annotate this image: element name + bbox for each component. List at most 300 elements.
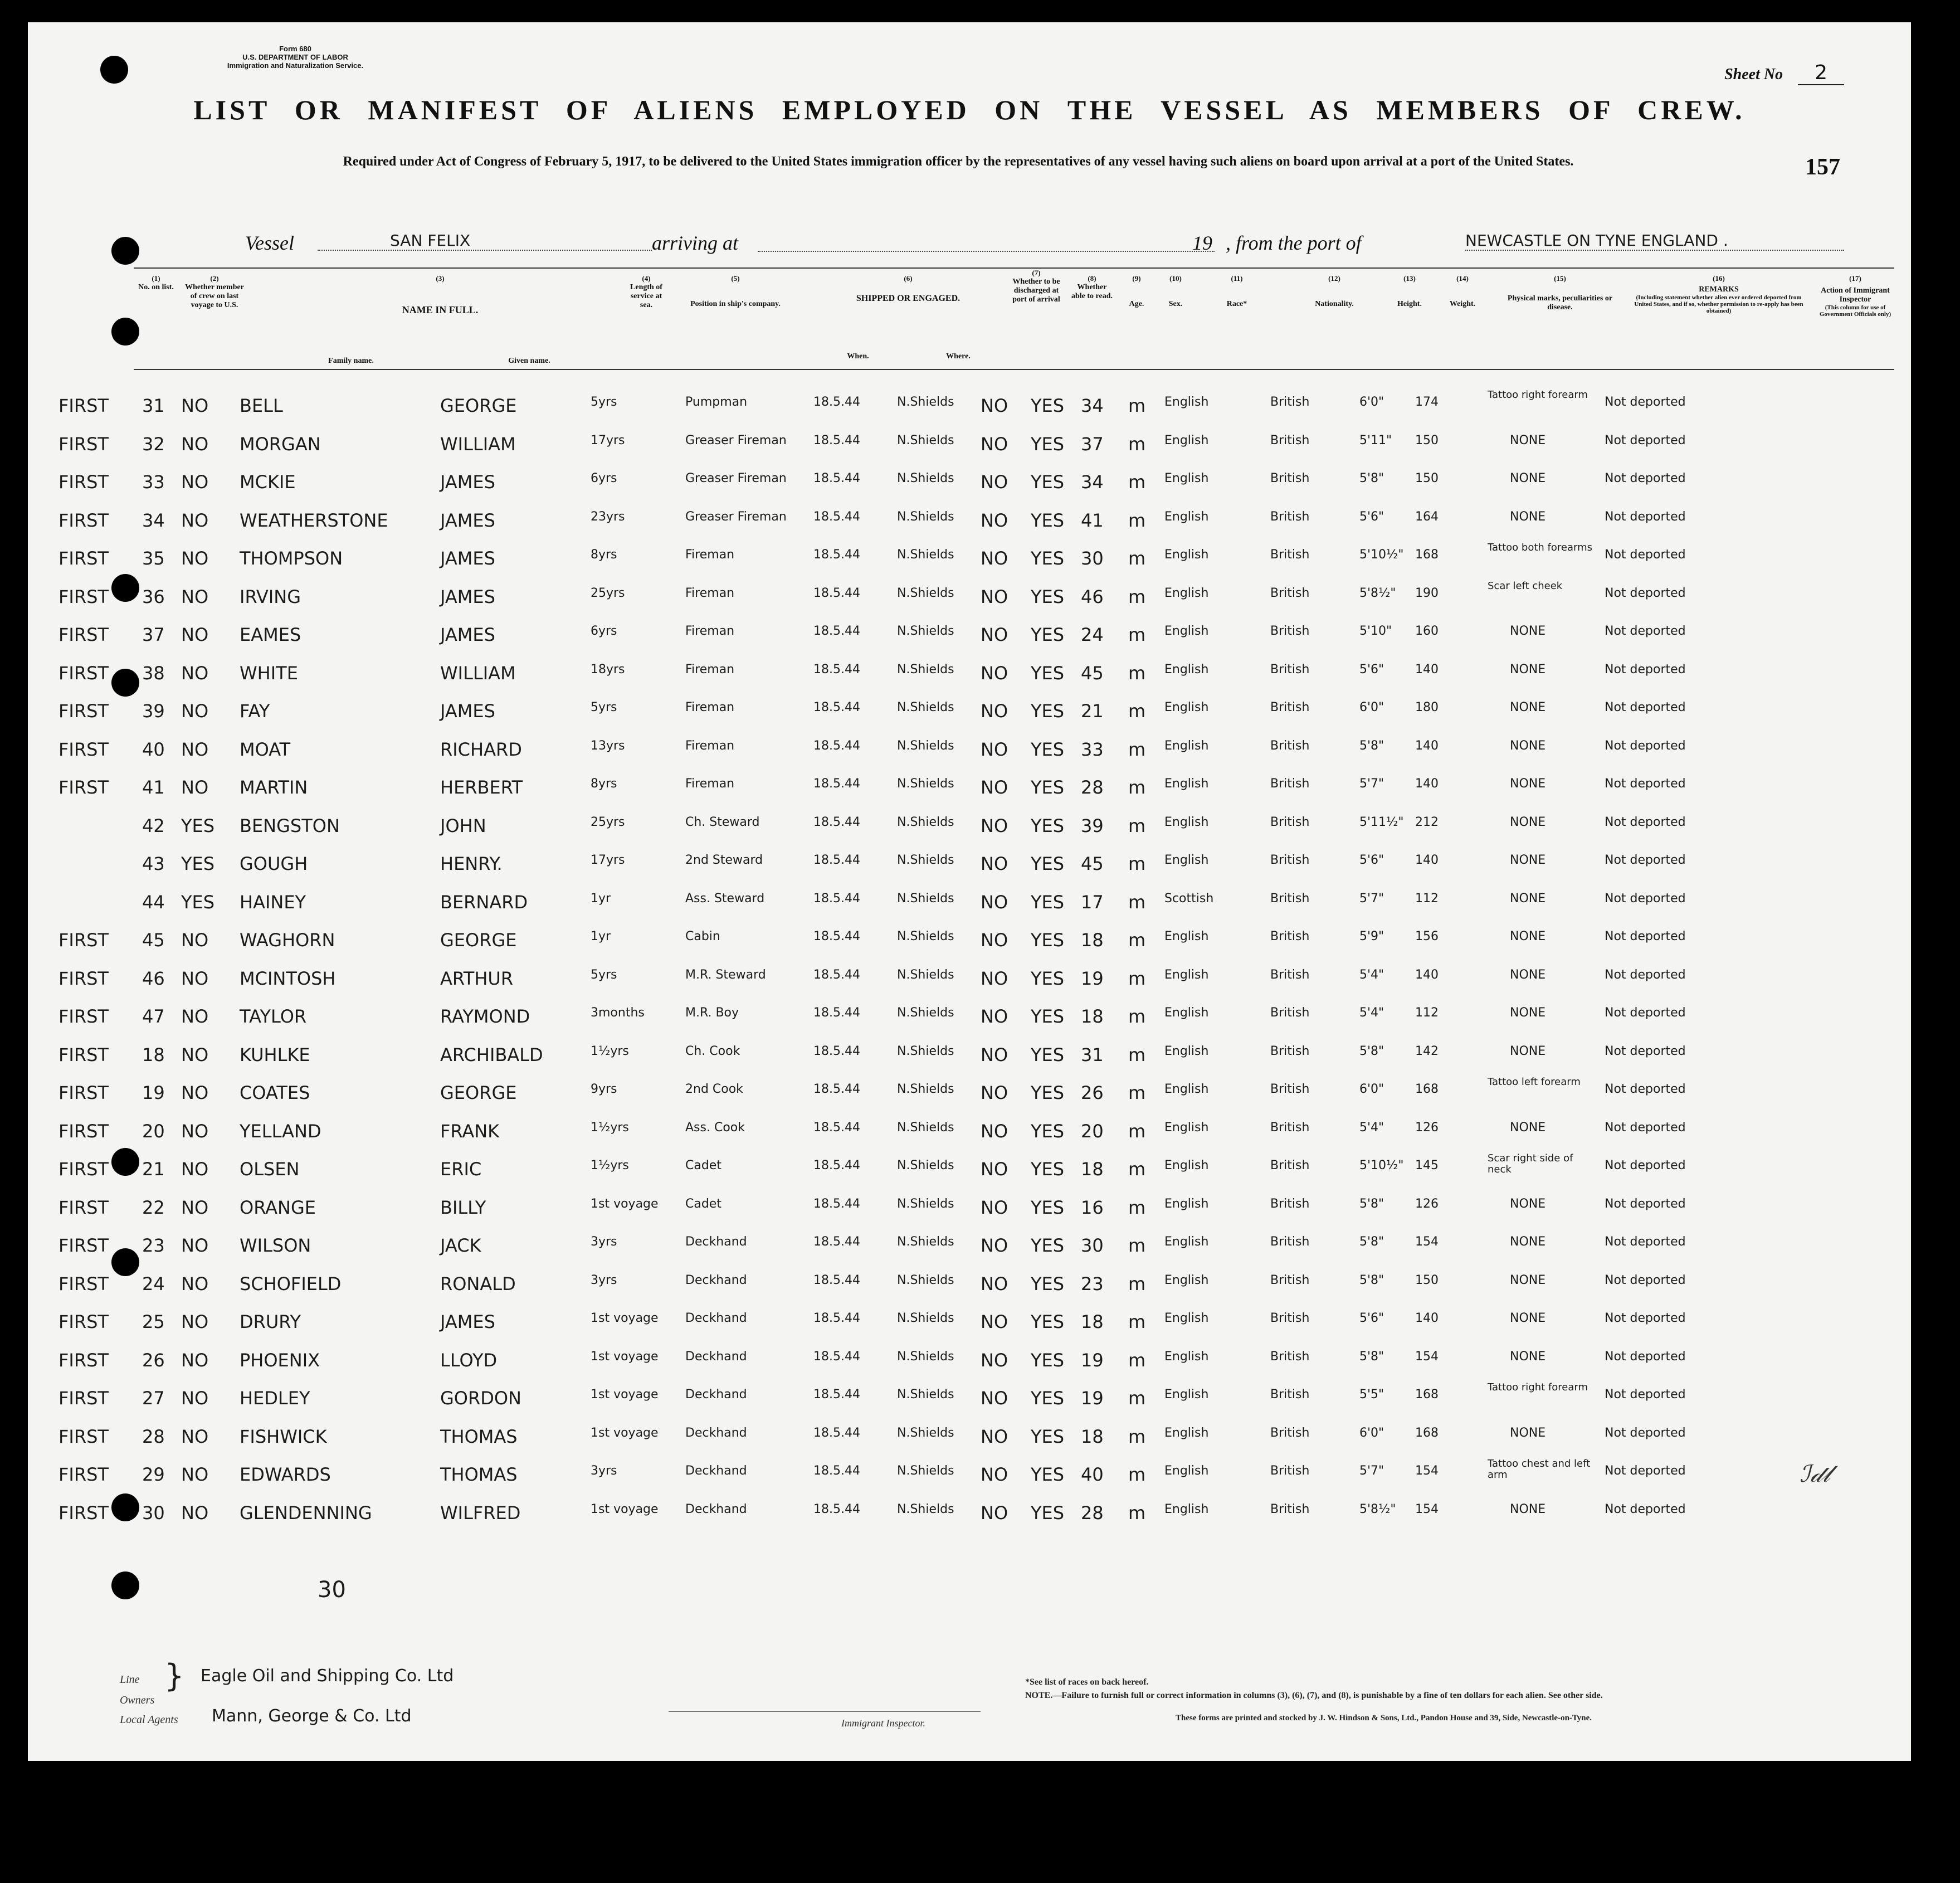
row-last-voyage: NO: [181, 1082, 209, 1103]
owners-label: Owners: [120, 1694, 155, 1706]
arriving-port-field: [758, 251, 1215, 252]
row-given-name: GEORGE: [440, 1082, 517, 1103]
row-race: English: [1164, 1349, 1209, 1364]
row-first-mark: FIRST: [58, 930, 109, 951]
row-shipped-when: 18.5.44: [813, 1120, 860, 1135]
row-height: 5'4": [1359, 1006, 1384, 1020]
row-able-read: YES: [1031, 815, 1065, 836]
row-remarks: Not deported: [1605, 1425, 1686, 1440]
row-nationality: British: [1270, 395, 1310, 409]
row-service: 8yrs: [591, 777, 617, 791]
row-number: 37: [142, 624, 165, 645]
row-last-voyage: NO: [181, 1388, 209, 1409]
row-family-name: SCHOFIELD: [240, 1273, 342, 1295]
row-given-name: FRANK: [440, 1120, 500, 1142]
row-sex: m: [1128, 395, 1146, 416]
row-first-mark: FIRST: [58, 1044, 109, 1065]
row-shipped-where: N.Shields: [897, 1502, 954, 1516]
row-nationality: British: [1270, 967, 1310, 982]
row-age: 18: [1081, 1006, 1104, 1027]
row-race: English: [1164, 471, 1209, 485]
row-marks: NONE: [1510, 1425, 1546, 1440]
row-sex: m: [1128, 967, 1146, 989]
table-row: [28, 616, 1911, 654]
row-first-mark: FIRST: [58, 1464, 109, 1485]
inspector-label: Immigrant Inspector.: [841, 1717, 925, 1729]
row-age: 21: [1081, 700, 1104, 722]
row-service: 17yrs: [591, 433, 625, 447]
row-shipped-where: N.Shields: [897, 1349, 954, 1364]
row-height: 5'8": [1359, 1196, 1384, 1211]
row-sex: m: [1128, 777, 1146, 798]
row-position: Fireman: [685, 586, 735, 600]
row-position: Greaser Fireman: [685, 471, 787, 485]
row-age: 20: [1081, 1120, 1104, 1142]
row-sex: m: [1128, 1273, 1146, 1295]
row-number: 33: [142, 471, 165, 493]
from-port-label: , from the port of: [1226, 232, 1362, 254]
row-last-voyage: NO: [181, 1120, 209, 1142]
row-race: English: [1164, 930, 1209, 943]
row-race: English: [1164, 1464, 1209, 1478]
row-shipped-where: N.Shields: [897, 1273, 954, 1287]
row-nationality: British: [1270, 1006, 1310, 1020]
row-given-name: JAMES: [440, 1311, 495, 1332]
row-weight: 112: [1415, 891, 1439, 906]
row-shipped-where: N.Shields: [897, 548, 954, 562]
row-able-read: YES: [1031, 1159, 1065, 1180]
row-able-read: YES: [1031, 471, 1065, 493]
row-given-name: GORDON: [440, 1388, 521, 1409]
row-able-read: YES: [1031, 1502, 1065, 1524]
row-shipped-where: N.Shields: [897, 777, 954, 791]
row-race: English: [1164, 586, 1209, 600]
row-sex: m: [1128, 738, 1146, 760]
row-age: 34: [1081, 395, 1104, 416]
row-remarks: Not deported: [1605, 1196, 1686, 1211]
table-row: [28, 1342, 1911, 1380]
row-shipped-when: 18.5.44: [813, 433, 860, 447]
manifest-sheet: [28, 22, 1911, 1761]
row-family-name: TAYLOR: [240, 1006, 307, 1027]
row-service: 1st voyage: [591, 1349, 659, 1364]
sheet-number: [1724, 61, 1844, 84]
row-height: 6'0": [1359, 395, 1384, 409]
col-15-header: (15) Physical marks, peculiarities or disease.: [1507, 274, 1613, 312]
row-race: English: [1164, 700, 1209, 714]
row-marks: NONE: [1510, 1196, 1546, 1211]
row-remarks: Not deported: [1605, 1120, 1686, 1135]
row-position: M.R. Boy: [685, 1006, 739, 1020]
row-able-read: YES: [1031, 548, 1065, 569]
row-given-name: JOHN: [440, 815, 486, 836]
row-given-name: JAMES: [440, 548, 495, 569]
row-family-name: COATES: [240, 1082, 310, 1103]
row-able-read: YES: [1031, 738, 1065, 760]
row-marks: NONE: [1510, 853, 1546, 867]
row-shipped-when: 18.5.44: [813, 509, 860, 524]
col-4-header: (4) Length of service at sea.: [630, 274, 662, 309]
row-shipped-when: 18.5.44: [813, 1464, 860, 1478]
row-given-name: GEORGE: [440, 395, 517, 416]
row-marks: NONE: [1510, 1273, 1546, 1287]
row-shipped-when: 18.5.44: [813, 891, 860, 906]
row-shipped-where: N.Shields: [897, 967, 954, 982]
row-weight: 164: [1415, 509, 1439, 524]
row-remarks: Not deported: [1605, 930, 1686, 943]
row-marks: NONE: [1510, 738, 1546, 753]
row-service: 1½yrs: [591, 1120, 629, 1135]
row-weight: 150: [1415, 471, 1439, 485]
row-remarks: Not deported: [1605, 1082, 1686, 1096]
row-able-read: YES: [1031, 891, 1065, 913]
row-height: 5'6": [1359, 853, 1384, 867]
row-family-name: MARTIN: [240, 777, 308, 798]
row-remarks: Not deported: [1605, 1311, 1686, 1325]
row-able-read: YES: [1031, 1044, 1065, 1065]
row-weight: 154: [1415, 1464, 1439, 1478]
row-service: 3yrs: [591, 1273, 617, 1287]
row-given-name: BILLY: [440, 1196, 486, 1218]
row-able-read: YES: [1031, 624, 1065, 645]
row-age: 37: [1081, 433, 1104, 455]
row-marks: NONE: [1510, 433, 1546, 447]
row-race: English: [1164, 1196, 1209, 1211]
row-able-read: YES: [1031, 1349, 1065, 1371]
row-discharged: NO: [981, 700, 1008, 722]
row-given-name: HENRY.: [440, 853, 503, 874]
col-10-header: (10) Sex.: [1168, 274, 1183, 308]
row-race: English: [1164, 1120, 1209, 1135]
row-age: 34: [1081, 471, 1104, 493]
row-service: 1½yrs: [591, 1044, 629, 1058]
row-weight: 140: [1415, 777, 1439, 791]
col-2-header: (2) Whether member of crew on last voyage to U.S.: [185, 274, 244, 309]
row-height: 5'7": [1359, 777, 1384, 791]
row-first-mark: FIRST: [58, 1349, 109, 1371]
row-shipped-where: N.Shields: [897, 815, 954, 829]
table-row: [28, 1151, 1911, 1189]
row-remarks: Not deported: [1605, 586, 1686, 600]
row-weight: 160: [1415, 624, 1439, 638]
row-family-name: EAMES: [240, 624, 301, 645]
row-discharged: NO: [981, 1273, 1008, 1295]
row-first-mark: FIRST: [58, 1425, 109, 1447]
row-service: 9yrs: [591, 1082, 617, 1096]
table-row: [28, 540, 1911, 578]
row-remarks: Not deported: [1605, 471, 1686, 485]
row-family-name: HAINEY: [240, 891, 306, 913]
row-shipped-where: N.Shields: [897, 1120, 954, 1135]
year-label: 19: [1192, 232, 1212, 254]
row-position: Deckhand: [685, 1273, 747, 1287]
table-row: [28, 655, 1911, 693]
page-total: 30: [318, 1577, 346, 1603]
row-discharged: NO: [981, 1311, 1008, 1332]
row-marks: NONE: [1510, 471, 1546, 485]
row-number: 20: [142, 1120, 165, 1142]
table-row: [28, 769, 1911, 807]
row-race: English: [1164, 1311, 1209, 1325]
row-number: 19: [142, 1082, 165, 1103]
row-able-read: YES: [1031, 853, 1065, 874]
row-family-name: THOMPSON: [240, 548, 343, 569]
row-able-read: YES: [1031, 930, 1065, 951]
row-last-voyage: NO: [181, 700, 209, 722]
row-number: 46: [142, 967, 165, 989]
row-given-name: RAYMOND: [440, 1006, 530, 1027]
row-discharged: NO: [981, 624, 1008, 645]
row-race: English: [1164, 1425, 1209, 1440]
col-14-header: (14) Weight.: [1449, 274, 1476, 308]
row-shipped-when: 18.5.44: [813, 738, 860, 753]
table-row: [28, 960, 1911, 998]
row-age: 26: [1081, 1082, 1104, 1103]
row-last-voyage: NO: [181, 548, 209, 569]
row-race: English: [1164, 1006, 1209, 1020]
row-age: 45: [1081, 662, 1104, 684]
row-age: 31: [1081, 1044, 1104, 1065]
row-service: 6yrs: [591, 624, 617, 638]
row-remarks: Not deported: [1605, 1388, 1686, 1402]
row-race: English: [1164, 433, 1209, 447]
row-family-name: WEATHERSTONE: [240, 509, 388, 531]
row-service: 23yrs: [591, 509, 625, 524]
row-weight: 140: [1415, 738, 1439, 753]
row-discharged: NO: [981, 1349, 1008, 1371]
row-service: 25yrs: [591, 815, 625, 829]
row-last-voyage: NO: [181, 1006, 209, 1027]
row-discharged: NO: [981, 509, 1008, 531]
row-family-name: BENGSTON: [240, 815, 340, 836]
table-row: [28, 731, 1911, 769]
row-age: 17: [1081, 891, 1104, 913]
row-number: 38: [142, 662, 165, 684]
row-nationality: British: [1270, 509, 1310, 524]
row-height: 5'11½": [1359, 815, 1404, 829]
row-marks: Tattoo left forearm: [1488, 1076, 1581, 1088]
row-number: 35: [142, 548, 165, 569]
row-weight: 212: [1415, 815, 1439, 829]
row-sex: m: [1128, 509, 1146, 531]
row-race: English: [1164, 1159, 1209, 1172]
row-discharged: NO: [981, 1196, 1008, 1218]
row-race: English: [1164, 509, 1209, 524]
row-shipped-when: 18.5.44: [813, 1349, 860, 1364]
row-number: 42: [142, 815, 165, 836]
row-remarks: Not deported: [1605, 395, 1686, 409]
row-height: 6'0": [1359, 1082, 1384, 1096]
row-discharged: NO: [981, 891, 1008, 913]
row-remarks: Not deported: [1605, 1502, 1686, 1516]
col-9-header: (9) Age.: [1129, 274, 1144, 308]
row-position: Ch. Steward: [685, 815, 760, 829]
row-discharged: NO: [981, 930, 1008, 951]
row-given-name: ARCHIBALD: [440, 1044, 543, 1065]
row-shipped-where: N.Shields: [897, 1159, 954, 1172]
row-service: 5yrs: [591, 967, 617, 982]
row-number: 24: [142, 1273, 165, 1295]
row-position: 2nd Steward: [685, 853, 763, 867]
row-shipped-when: 18.5.44: [813, 471, 860, 485]
table-row: [28, 502, 1911, 540]
row-family-name: HEDLEY: [240, 1388, 310, 1409]
table-row: [28, 1227, 1911, 1265]
row-age: 18: [1081, 930, 1104, 951]
col-1-header: (1) No. on list.: [138, 274, 174, 291]
row-height: 5'9": [1359, 930, 1384, 943]
row-height: 5'8": [1359, 1044, 1384, 1058]
row-height: 5'10": [1359, 624, 1392, 638]
row-weight: 140: [1415, 853, 1439, 867]
row-sex: m: [1128, 1349, 1146, 1371]
row-family-name: GOUGH: [240, 853, 308, 874]
row-given-name: JAMES: [440, 624, 495, 645]
row-first-mark: FIRST: [58, 1159, 109, 1180]
row-last-voyage: NO: [181, 586, 209, 607]
row-service: 25yrs: [591, 586, 625, 600]
row-able-read: YES: [1031, 662, 1065, 684]
row-marks: NONE: [1510, 509, 1546, 524]
row-given-name: JAMES: [440, 509, 495, 531]
row-service: 5yrs: [591, 395, 617, 409]
row-position: Ass. Cook: [685, 1120, 745, 1135]
row-number: 21: [142, 1159, 165, 1180]
row-last-voyage: NO: [181, 433, 209, 455]
table-row: [28, 1113, 1911, 1151]
row-discharged: NO: [981, 433, 1008, 455]
row-nationality: British: [1270, 548, 1310, 562]
row-able-read: YES: [1031, 1273, 1065, 1295]
agents-value: Mann, George & Co. Ltd: [212, 1706, 412, 1726]
row-able-read: YES: [1031, 1082, 1065, 1103]
row-number: 31: [142, 395, 165, 416]
row-position: Pumpman: [685, 395, 748, 409]
row-height: 5'7": [1359, 891, 1384, 906]
row-nationality: British: [1270, 1044, 1310, 1058]
punch-hole: [111, 237, 139, 265]
row-number: 30: [142, 1502, 165, 1524]
row-discharged: NO: [981, 1425, 1008, 1447]
row-remarks: Not deported: [1605, 1235, 1686, 1249]
row-age: 18: [1081, 1425, 1104, 1447]
row-shipped-when: 18.5.44: [813, 662, 860, 677]
row-remarks: Not deported: [1605, 1273, 1686, 1287]
row-number: 18: [142, 1044, 165, 1065]
row-weight: 156: [1415, 930, 1439, 943]
row-shipped-when: 18.5.44: [813, 1388, 860, 1402]
row-service: 6yrs: [591, 471, 617, 485]
row-first-mark: FIRST: [58, 1006, 109, 1027]
row-sex: m: [1128, 815, 1146, 836]
row-able-read: YES: [1031, 1311, 1065, 1332]
row-nationality: British: [1270, 624, 1310, 638]
row-shipped-where: N.Shields: [897, 1311, 954, 1325]
row-shipped-when: 18.5.44: [813, 1159, 860, 1172]
row-height: 5'8": [1359, 1349, 1384, 1364]
row-discharged: NO: [981, 548, 1008, 569]
row-weight: 145: [1415, 1159, 1439, 1172]
row-height: 5'6": [1359, 1311, 1384, 1325]
row-position: Fireman: [685, 700, 735, 714]
stamp-number: 157: [1805, 154, 1840, 180]
row-age: 16: [1081, 1196, 1104, 1218]
row-race: English: [1164, 967, 1209, 982]
row-age: 18: [1081, 1311, 1104, 1332]
vessel-label: Vessel: [245, 232, 294, 254]
row-weight: 154: [1415, 1235, 1439, 1249]
row-discharged: NO: [981, 1464, 1008, 1485]
row-last-voyage: NO: [181, 777, 209, 798]
row-given-name: WILLIAM: [440, 662, 516, 684]
table-row: [28, 1189, 1911, 1227]
row-nationality: British: [1270, 738, 1310, 753]
row-family-name: MOAT: [240, 738, 291, 760]
table-row: [28, 1456, 1911, 1494]
row-race: English: [1164, 1235, 1209, 1249]
row-able-read: YES: [1031, 1425, 1065, 1447]
row-age: 19: [1081, 967, 1104, 989]
row-first-mark: FIRST: [58, 738, 109, 760]
row-position: Cabin: [685, 930, 720, 943]
row-number: 26: [142, 1349, 165, 1371]
row-sex: m: [1128, 662, 1146, 684]
row-height: 5'11": [1359, 433, 1392, 447]
row-height: 5'5": [1359, 1388, 1384, 1402]
row-nationality: British: [1270, 471, 1310, 485]
row-able-read: YES: [1031, 586, 1065, 607]
row-discharged: NO: [981, 967, 1008, 989]
table-row: [28, 1380, 1911, 1418]
row-nationality: British: [1270, 1235, 1310, 1249]
row-remarks: Not deported: [1605, 433, 1686, 447]
form-number: Form 680: [279, 45, 311, 53]
row-race: English: [1164, 853, 1209, 867]
row-marks: Scar left cheek: [1488, 580, 1563, 592]
row-number: 47: [142, 1006, 165, 1027]
row-number: 44: [142, 891, 165, 913]
row-given-name: HERBERT: [440, 777, 523, 798]
row-service: 3yrs: [591, 1464, 617, 1478]
row-shipped-where: N.Shields: [897, 433, 954, 447]
row-discharged: NO: [981, 1235, 1008, 1256]
row-weight: 168: [1415, 548, 1439, 562]
row-service: 3months: [591, 1006, 645, 1020]
vessel-name: SAN FELIX: [318, 231, 652, 251]
col-11-header: (11) Race*: [1226, 274, 1247, 308]
row-last-voyage: YES: [181, 853, 215, 874]
row-remarks: Not deported: [1605, 777, 1686, 791]
row-age: 30: [1081, 1235, 1104, 1256]
row-shipped-when: 18.5.44: [813, 1196, 860, 1211]
row-remarks: Not deported: [1605, 700, 1686, 714]
row-first-mark: FIRST: [58, 1196, 109, 1218]
table-row: [28, 464, 1911, 502]
row-age: 24: [1081, 624, 1104, 645]
row-number: 29: [142, 1464, 165, 1485]
row-discharged: NO: [981, 853, 1008, 874]
row-shipped-where: N.Shields: [897, 738, 954, 753]
row-shipped-where: N.Shields: [897, 930, 954, 943]
row-shipped-when: 18.5.44: [813, 967, 860, 982]
row-nationality: British: [1270, 433, 1310, 447]
row-discharged: NO: [981, 1082, 1008, 1103]
row-family-name: EDWARDS: [240, 1464, 331, 1485]
row-nationality: British: [1270, 1159, 1310, 1172]
row-able-read: YES: [1031, 1120, 1065, 1142]
table-row: [28, 426, 1911, 464]
row-discharged: NO: [981, 777, 1008, 798]
